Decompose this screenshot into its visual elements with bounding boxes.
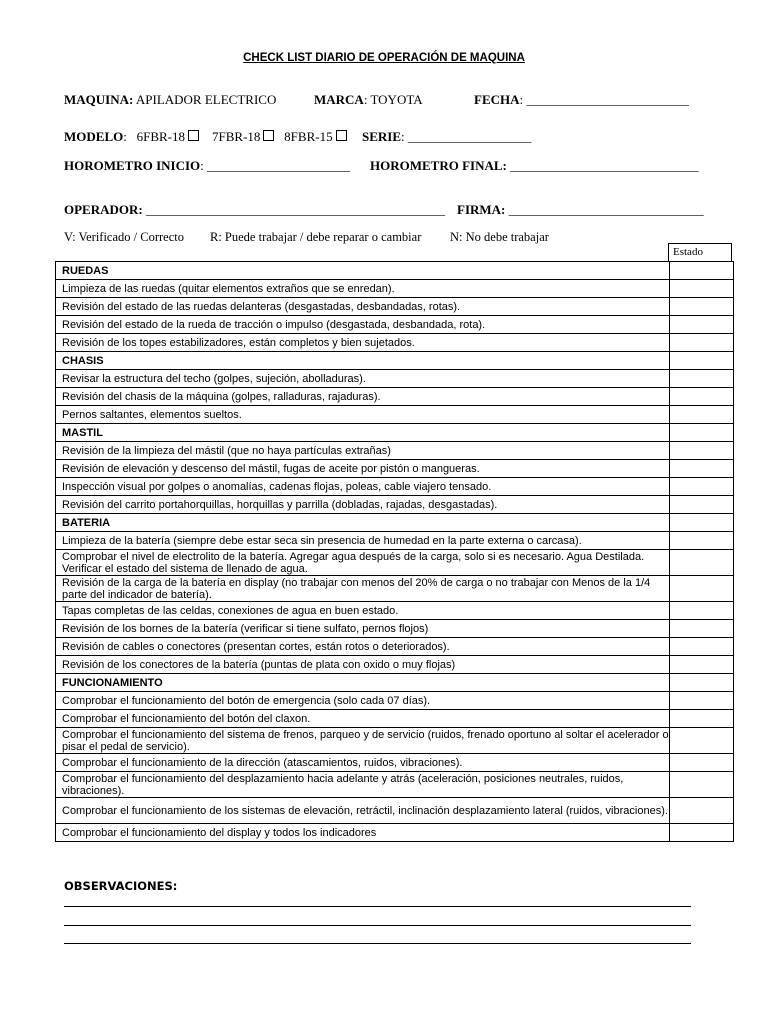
estado-input-cell[interactable]	[670, 496, 734, 514]
observaciones-line[interactable]	[64, 925, 691, 926]
section-title: RUEDAS	[56, 262, 670, 280]
observaciones-line[interactable]	[64, 943, 691, 944]
fecha-label: FECHA	[474, 92, 520, 107]
estado-input-cell[interactable]	[670, 550, 734, 576]
checklist-item-row	[56, 656, 734, 674]
estado-input-cell[interactable]	[670, 728, 734, 754]
firma-row	[457, 202, 704, 218]
estado-input-cell[interactable]	[670, 334, 734, 352]
checklist-item-row	[56, 496, 734, 514]
horometro-inicio-row	[64, 158, 350, 174]
serie-field[interactable]: : ___________________	[401, 129, 532, 144]
observaciones-line[interactable]	[64, 906, 691, 907]
checklist-item-text: Revisar la estructura del techo (golpes, sujeción, abolladuras).	[56, 370, 670, 388]
legend-n: N: No debe trabajar	[450, 230, 549, 244]
observaciones-label: OBSERVACIONES:	[64, 879, 178, 893]
checklist-item-text: Revisión de los conectores de la batería (puntas de plata con oxido o muy flojas)	[56, 656, 670, 674]
modelo-label: MODELO	[64, 129, 124, 144]
checklist-item-text: Revisión del chasis de la máquina (golpes, ralladuras, rajaduras).	[56, 388, 670, 406]
checklist-item-row	[56, 728, 734, 754]
marca-label: MARCA	[314, 92, 364, 107]
checklist-item-row	[56, 798, 734, 824]
checklist-item-text: Revisión del estado de la rueda de tracción o impulso (desgastada, desbandada, rota).	[56, 316, 670, 334]
estado-cell	[670, 514, 734, 532]
checklist-item-text: Inspección visual por golpes o anomalías, cadenas flojas, poleas, cable viajero tensado.	[56, 478, 670, 496]
checklist-item-text: Revisión de los topes estabilizadores, están completos y bien sujetados.	[56, 334, 670, 352]
checklist-item-row	[56, 550, 734, 576]
checklist-item-row	[56, 370, 734, 388]
estado-input-cell[interactable]	[670, 406, 734, 424]
serie-row	[362, 129, 531, 145]
section-title: CHASIS	[56, 352, 670, 370]
checklist-item-text: Comprobar el funcionamiento del sistema de frenos, parqueo y de servicio (ruidos, frenado oportuno al soltar el acelerador o pisar el pedal de servicio).	[56, 728, 670, 754]
estado-input-cell[interactable]	[670, 316, 734, 334]
maquina-label: MAQUINA:	[64, 92, 134, 107]
operador-label: OPERADOR:	[64, 202, 143, 217]
modelo-row: MODELO: 6FBR-18 7FBR-18 8FBR-15	[64, 129, 347, 145]
section-title: MASTIL	[56, 424, 670, 442]
checklist-item-text: Revisión del carrito portahorquillas, horquillas y parrilla (dobladas, rajadas, desgastadas).	[56, 496, 670, 514]
checklist-item-row	[56, 692, 734, 710]
legend	[64, 230, 184, 245]
checklist-item-text: Comprobar el nivel de electrolito de la batería. Agregar agua después de la carga, solo si es necesario. Agua Destilada. Verificar el estado del sistema de llenado de agua.	[56, 550, 670, 576]
modelo-option-6fbr18[interactable]: 6FBR-18	[137, 129, 199, 144]
checklist-item-text: Comprobar el funcionamiento del botón del claxon.	[56, 710, 670, 728]
estado-input-cell[interactable]	[670, 798, 734, 824]
estado-input-cell[interactable]	[670, 620, 734, 638]
horometro-final-field[interactable]: _____________________________	[510, 158, 699, 173]
estado-input-cell[interactable]	[670, 388, 734, 406]
checklist-item-text: Pernos saltantes, elementos sueltos.	[56, 406, 670, 424]
estado-input-cell[interactable]	[670, 772, 734, 798]
estado-input-cell[interactable]	[670, 638, 734, 656]
checklist-item-row	[56, 478, 734, 496]
checklist-item-row	[56, 638, 734, 656]
section-title: FUNCIONAMIENTO	[56, 674, 670, 692]
checklist-item-text: Comprobar el funcionamiento del botón de emergencia (solo cada 07 días).	[56, 692, 670, 710]
horometro-final-label: HOROMETRO FINAL:	[370, 158, 507, 173]
horometro-final-row	[370, 158, 699, 174]
horometro-inicio-field[interactable]: : ______________________	[200, 158, 351, 173]
checklist-item-text: Revisión de elevación y descenso del mástil, fugas de aceite por pistón o mangueras.	[56, 460, 670, 478]
checkbox-7fbr18[interactable]	[263, 130, 274, 141]
document-title: CHECK LIST DIARIO DE OPERACIÓN DE MAQUINA	[243, 52, 525, 64]
estado-input-cell[interactable]	[670, 532, 734, 550]
estado-input-cell[interactable]	[670, 754, 734, 772]
section-row-funcionamiento	[56, 674, 734, 692]
checklist-item-row	[56, 602, 734, 620]
checkbox-6fbr18[interactable]	[188, 130, 199, 141]
maquina-row	[64, 92, 276, 108]
estado-input-cell[interactable]	[670, 442, 734, 460]
checklist-item-row	[56, 532, 734, 550]
operador-row	[64, 202, 445, 218]
checklist-item-text: Revisión del estado de las ruedas delanteras (desgastadas, desbandadas, rotas).	[56, 298, 670, 316]
firma-field[interactable]: ______________________________	[508, 202, 704, 217]
checklist-item-row	[56, 298, 734, 316]
checklist-item-text: Comprobar el funcionamiento del display y todos los indicadores	[56, 824, 670, 842]
checklist-item-row	[56, 442, 734, 460]
fecha-row	[474, 92, 689, 108]
checklist-item-text: Comprobar el funcionamiento del desplazamiento hacia adelante y atrás (aceleración, posiciones neutrales, ruidos, vibraciones).	[56, 772, 670, 798]
serie-label: SERIE	[362, 129, 402, 144]
checklist-item-row	[56, 576, 734, 602]
estado-input-cell[interactable]	[670, 298, 734, 316]
section-row-chasis	[56, 352, 734, 370]
estado-input-cell[interactable]	[670, 478, 734, 496]
estado-input-cell[interactable]	[670, 370, 734, 388]
modelo-option-8fbr15[interactable]: 8FBR-15	[284, 129, 346, 144]
checkbox-8fbr15[interactable]	[336, 130, 347, 141]
estado-input-cell[interactable]	[670, 602, 734, 620]
checklist-item-row	[56, 388, 734, 406]
legend-v: V: Verificado / Correcto	[64, 230, 184, 244]
section-row-ruedas	[56, 262, 734, 280]
firma-label: FIRMA:	[457, 202, 506, 217]
checklist-item-row	[56, 280, 734, 298]
checklist-item-text: Revisión de la limpieza del mástil (que no haya partículas extrañas)	[56, 442, 670, 460]
checklist-item-row	[56, 334, 734, 352]
checklist-item-text: Comprobar el funcionamiento de la dirección (atascamientos, ruidos, vibraciones).	[56, 754, 670, 772]
estado-column-header: Estado	[668, 243, 732, 261]
maquina-value: APILADOR ELECTRICO	[135, 92, 277, 107]
estado-input-cell[interactable]	[670, 710, 734, 728]
legend-r: R: Puede trabajar / debe reparar o cambiar	[210, 230, 422, 244]
estado-cell	[670, 262, 734, 280]
estado-input-cell[interactable]	[670, 656, 734, 674]
estado-cell	[670, 674, 734, 692]
checklist-item-row	[56, 460, 734, 478]
fecha-field[interactable]: : _________________________	[519, 92, 689, 107]
checklist-item-text: Tapas completas de las celdas, conexiones de agua en buen estado.	[56, 602, 670, 620]
modelo-option-7fbr18[interactable]: 7FBR-18	[212, 129, 274, 144]
checklist-item-text: Revisión de cables o conectores (presentan cortes, están rotos o deteriorados).	[56, 638, 670, 656]
section-row-mastil	[56, 424, 734, 442]
estado-input-cell[interactable]	[670, 576, 734, 602]
checklist-item-row	[56, 620, 734, 638]
checklist-item-text: Comprobar el funcionamiento de los sistemas de elevación, retráctil, inclinación desplazamiento lateral (ruidos, vibraciones).	[56, 798, 670, 824]
estado-input-cell[interactable]	[670, 280, 734, 298]
estado-cell	[670, 352, 734, 370]
estado-input-cell[interactable]	[670, 692, 734, 710]
marca-value: : TOYOTA	[363, 92, 423, 107]
estado-cell	[670, 424, 734, 442]
checklist-item-row	[56, 316, 734, 334]
checklist-item-row	[56, 824, 734, 842]
section-row-bateria	[56, 514, 734, 532]
horometro-inicio-label: HOROMETRO INICIO	[64, 158, 201, 173]
checklist-item-row	[56, 772, 734, 798]
estado-input-cell[interactable]	[670, 824, 734, 842]
marca-row	[314, 92, 423, 108]
checklist-item-row	[56, 754, 734, 772]
checklist-item-text: Limpieza de las ruedas (quitar elementos extraños que se enredan).	[56, 280, 670, 298]
checklist-item-text: Revisión de los bornes de la batería (verificar si tiene sulfato, pernos flojos)	[56, 620, 670, 638]
checklist-item-text: Revisión de la carga de la batería en display (no trabajar con menos del 20% de carga o no trabajar con Menos de la 1/4 parte del indicador de batería).	[56, 576, 670, 602]
operador-field[interactable]: ______________________________________________	[145, 202, 445, 217]
checklist-table	[55, 261, 734, 842]
section-title: BATERIA	[56, 514, 670, 532]
checklist-item-text: Limpieza de la batería (siempre debe estar seca sin presencia de humedad en la parte externa o carcasa).	[56, 532, 670, 550]
checklist-item-row	[56, 710, 734, 728]
estado-input-cell[interactable]	[670, 460, 734, 478]
checklist-item-row	[56, 406, 734, 424]
